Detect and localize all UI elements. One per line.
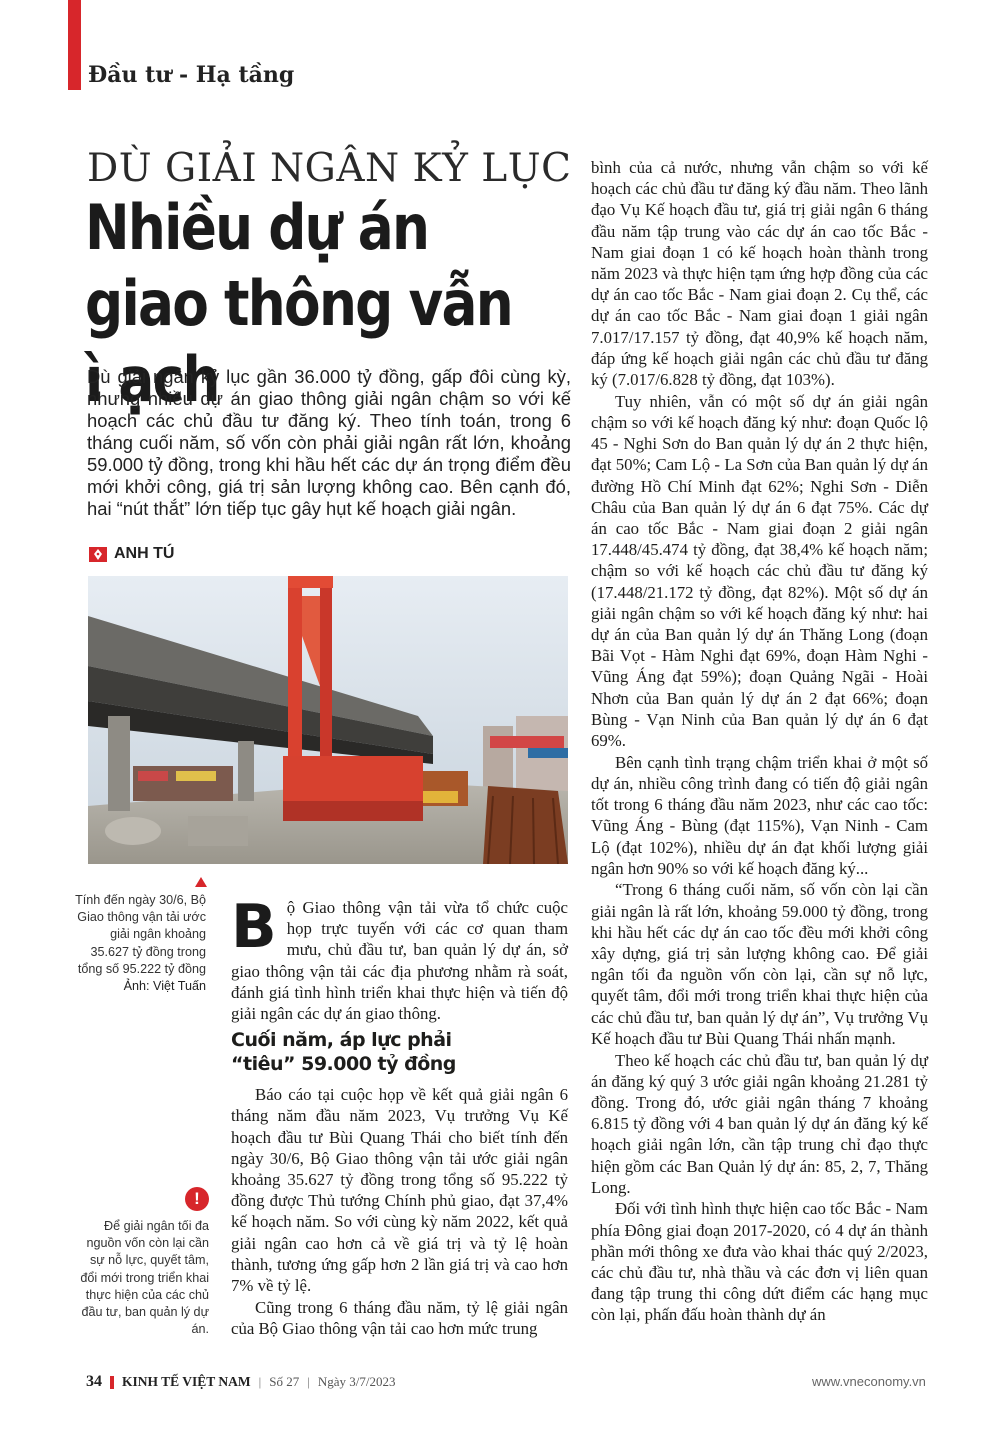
section-accent-bar [68,0,81,90]
footer-separator: | [258,1374,262,1389]
article-photo [88,576,568,864]
paragraph-3-start: Cũng trong 6 tháng đầu năm, tỷ lệ giải ngân của Bộ Giao thông vận tải cao hơn mức trung [231,1297,568,1338]
headline-line-1: Nhiều dự án [85,191,429,264]
footer-accent-mark [110,1376,114,1389]
exclamation-icon: ! [185,1187,209,1211]
page-number: 34 [86,1373,102,1390]
issue-date: Ngày 3/7/2023 [317,1374,396,1389]
paragraph-2: Báo cáo tại cuộc họp về kết quả giải ngân 6 tháng năm đầu năm 2023, Vụ trưởng Vụ Kế hoạch đầu tư Bùi Quang Thái cho biết tính đến ngày 30/6, Bộ Giao thông vận tải ước giải ngân khoảng 35.627 tỷ đồng trong tổng số 95.222 tỷ đồng được Thủ tướng Chính phủ giao, đạt 37,4% kế hoạch năm. So với cùng kỳ năm 2022, kết quả giải ngân cao hơn cả về giá trị và tỷ lệ hoàn thành, tương ứng gấp hơn 2 lần giá trị và cao hơn 7% về tỷ lệ. [231,1085,568,1296]
paragraph-1 [231,892,568,1024]
issue-number: Số 27 [269,1374,300,1389]
article-lead: Dù giải ngân kỷ lục gần 36.000 tỷ đồng, gấp đôi cùng kỳ, nhưng nhiều dự án giao thông giải ngân chậm so với kế hoạch các chủ đầu tư đăng ký. Theo tính toán, trong 6 tháng cuối năm, số vốn còn phải giải ngân rất lớn, khoảng 59.000 tỷ đồng, trong khi hầu hết các dự án trọng điểm đều mới khởi công, giá trị sản lượng không cao. Bên cạnh đó, hai “nút thắt” lớn tiếp tục gây hụt kế hoạch giải ngân. [87,366,571,519]
byline [89,545,174,563]
paragraph-5: Bên cạnh tình trạng chậm triển khai ở một số dự án, nhiều công trình đang có tiến độ giải ngân tốt trong 6 tháng đầu năm 2023, như các cao tốc: Vũng Áng - Bùng (đạt 115%), Vạn Ninh - Cam Lộ (đạt 102%), nhiều dự án đạt khối lượng giải ngân hơn 90% so với kế hoạch đăng ký... [591,752,928,878]
website-url[interactable]: www.vneconomy.vn [812,1374,926,1389]
subheading [231,1028,568,1076]
article-column-middle [231,892,568,1340]
author-name: ANH TÚ [114,545,175,562]
footer-separator: | [307,1374,310,1389]
headline-line-2: giao thông vẫn ì ạch [85,267,513,416]
photo-caption [72,892,206,995]
photo-caption-text: Tính đến ngày 30/6, Bộ Giao thông vận tải ước giải ngân khoảng 35.627 tỷ đồng trong tổng số 95.222 tỷ đồng [75,893,206,976]
paragraph-1-text: ộ Giao thông vận tải vừa tổ chức cuộc họp trực tuyến với các cơ quan tham mưu, chủ đầu tư, ban quản lý dự án, sở giao thông vận tải các địa phương nhằm rà soát, đánh giá tình hình triển khai thực hiện và tiến độ giải ngân các dự án giao thông. [231,898,568,1024]
photo-credit: Ảnh: Việt Tuấn [123,979,206,994]
paragraph-3-continued: bình của cả nước, nhưng vẫn chậm so với kế hoạch các chủ đầu tư đăng ký đầu năm. Theo lãnh đạo Vụ Kế hoạch đầu tư, giá trị giải ngân 6 tháng đầu năm tập trung vào các dự án cao tốc Bắc - Nam giai đoạn 1 có kế hoạch hoàn thành trong năm 2023 và thực hiện tạm ứng hợp đồng của các dự án cao tốc Bắc - Nam giai đoạn 2. Cụ thể, các dự án cao tốc Bắc - Nam giai đoạn 1 giải ngân 7.017/17.157 tỷ đồng, đạt 40,9% kế hoạch năm, đáp ứng kế hoạch giải ngân các chủ đầu tư đăng ký (7.017/6.828 tỷ đồng, đạt 103%). [591,158,928,390]
paragraph-7: Theo kế hoạch các chủ đầu tư, ban quản lý dự án đăng ký quý 3 ước giải ngân khoảng 21.281 tỷ đồng. Trong đó, ước giải ngân tháng 7 khoảng 6.815 tỷ đồng với 4 ban quản lý dự án đăng ký kế hoạch giải ngân lớn, cần tập trung chỉ đạo thực hiện gồm các Ban Quản lý dự án: 85, 2, 7, Thăng Long. [591,1050,928,1197]
paragraph-8: Đối với tình hình thực hiện cao tốc Bắc - Nam phía Đông giai đoạn 2017-2020, có 4 dự án thành phần mới thông xe đưa vào khai thác quý 2/2023, các chủ đầu tư, nhà thầu và các đơn vị liên quan đang tập trung thi công dứt điểm các hạng mục còn lại, phấn đấu hoàn thành dự án [591,1199,928,1325]
subheading-line-2: “tiêu” 59.000 tỷ đồng [231,1053,456,1076]
paragraph-6: “Trong 6 tháng cuối năm, số vốn còn lại cần giải ngân là rất lớn, khoảng 59.000 tỷ đồng, trong khi hầu hết các dự án cao tốc đều mới khởi công xây dựng, giá trị sản lượng không cao. Để giải ngân tối đa nguồn vốn còn lại, cần sự nỗ lực, quyết tâm, đổi mới trong triển khai thực hiện của các chủ đầu tư, ban quản lý dự án”, Vụ trưởng Vụ Kế hoạch đầu tư Bùi Quang Thái nhấn mạnh. [591,880,928,1048]
subheading-line-1: Cuối năm, áp lực phải [231,1029,452,1052]
side-quote: Để giải ngân tối đa nguồn vốn còn lại cần sự nỗ lực, quyết tâm, đổi mới trong triển khai thực hiện của các chủ đầu tư, ban quản lý dự án. [80,1219,209,1337]
section-label: Đầu tư - Hạ tầng [88,62,295,88]
triangle-up-icon [195,877,207,887]
article-column-right [591,157,928,1326]
article-kicker: DÙ GIẢI NGÂN KỶ LỤC [87,146,572,191]
page-footer [86,1373,396,1391]
dropcap: B [231,892,277,962]
magazine-name: KINH TẾ VIỆT NAM [122,1374,251,1389]
pen-nib-icon [89,547,107,562]
paragraph-4: Tuy nhiên, vẫn có một số dự án giải ngân chậm so với kế hoạch đăng ký như: đoạn Quốc lộ 45 - Nghi Sơn do Ban quản lý dự án 2 thực hiện, đạt 50%; Cam Lộ - La Sơn của Ban quản lý dự án đường Hồ Chí Minh đạt 62%; Nghi Sơn - Diễn Châu của Ban quản lý dự án 6 đạt 75%. Các dự án cao tốc Bắc - Nam giai đoạn 2 giải ngân 17.448/45.474 tỷ đồng, đạt 38,4% kế hoạch năm; chậm so với kế hoạch các chủ đầu tư đăng ký (17.448/21.172 tỷ đồng, đạt 82%). Một số dự án giải ngân chậm so với kế hoạch đăng ký như: hai dự án của Ban quản lý dự án Thăng Long (đoạn Bãi Vọt - Hàm Nghi đạt 69%, đoạn Hàm Nghi - Vũng Áng đạt 59%); đoạn Quảng Ngãi - Hoài Nhơn của Ban quản lý dự án 2 đạt 66%; đoạn Bùng - Vạn Ninh của Ban quản lý dự án 6 đạt 69%. [591,391,928,750]
